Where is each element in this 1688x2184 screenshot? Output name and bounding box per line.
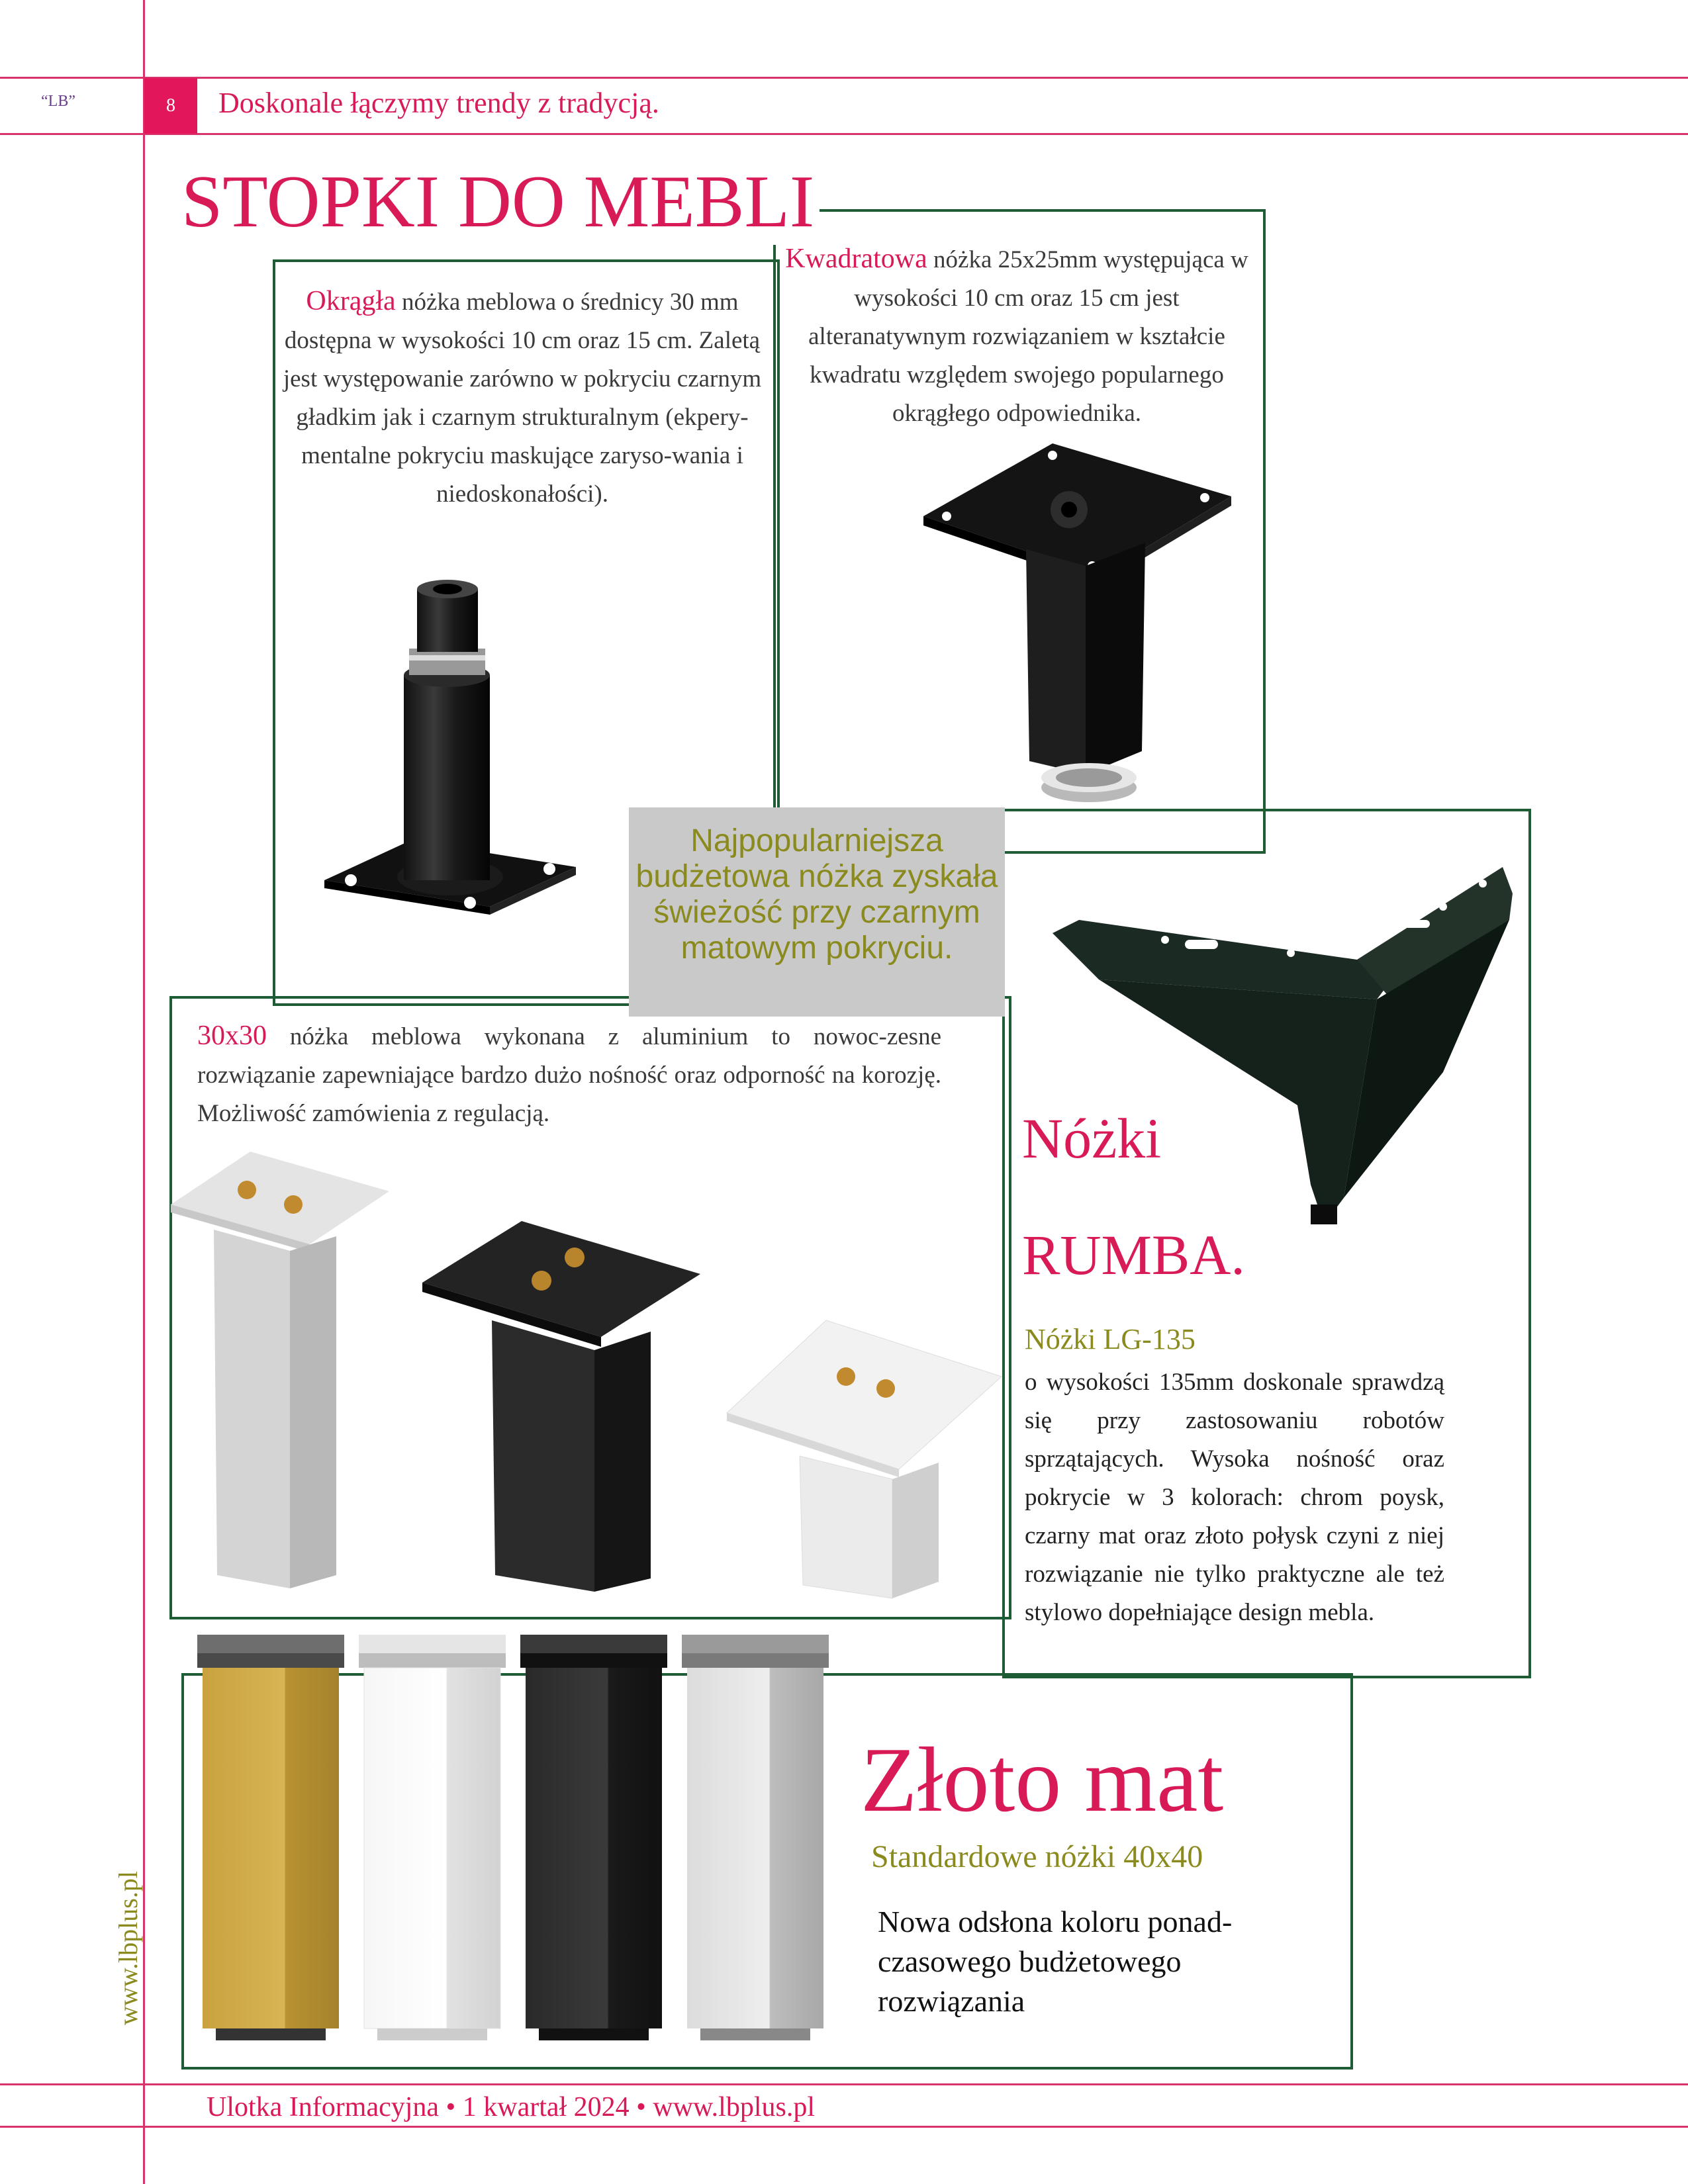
kwadratowa-highlight: Kwadratowa: [785, 244, 927, 274]
rumba-title-line1: Nóżki: [1022, 1107, 1162, 1170]
rumba-title-line2: RUMBA.: [1022, 1223, 1245, 1287]
legs-30x30-image: [171, 1152, 1005, 1615]
rumba-subtitle: Nóżki LG-135: [1025, 1323, 1196, 1355]
leg30-highlight: 30x30: [197, 1021, 267, 1051]
kwadratowa-text: nóżka 25x25mm występująca w wysokości 10 cm oraz 15 cm jest alteranatywnym rozwiązaniem w kształcie kwadratu względem swojego popularnego okrągłego odpowiednika.: [808, 246, 1248, 427]
zloto-description: Nowa odsłona koloru ponad-czasowego budżetowego rozwiązania: [878, 1905, 1233, 2018]
page-number: 8: [144, 78, 197, 134]
tagline: Doskonale łączymy trendy z tradycją.: [218, 87, 659, 119]
rumba-description: o wysokości 135mm doskonale sprawdzą się przy zastosowaniu robotów sprzątających. Wysoka nośność oraz pokrycie w 3 kolorach: chrom poysk, czarny mat oraz złoto połysk czyni z niej rozwiązanie nie tylko praktyczne ale też stylowo dopełniające design mebla.: [1025, 1369, 1444, 1626]
side-url: www.lbplus.pl: [113, 1871, 143, 2025]
okragla-highlight: Okrągła: [306, 286, 396, 316]
square-leg-image: [920, 443, 1238, 841]
legs-40x40-image: [196, 1635, 845, 2045]
kwadratowa-description: [781, 240, 1252, 433]
callout-box: Najpopularniejsza budżetowa nóżka zyskała świeżość przy czarnym matowym pokryciu.: [629, 807, 1005, 1017]
footer-top-rule: [0, 2083, 1688, 2085]
page-title: STOPKI DO MEBLI: [181, 159, 820, 245]
margin-rule: [143, 0, 145, 2184]
round-leg-image: [311, 576, 589, 973]
header-top-rule: [0, 77, 1688, 79]
footer-text: Ulotka Informacyjna • 1 kwartał 2024 • www.lbplus.pl: [207, 2092, 815, 2122]
okragla-description: [281, 282, 764, 514]
zloto-title: Złoto mat: [861, 1729, 1224, 1831]
leg30-description: [197, 1017, 941, 1133]
footer-bottom-rule: [0, 2126, 1688, 2128]
okragla-text: nóżka meblowa o średnicy 30 mm dostępna w wysokości 10 cm oraz 15 cm. Zaletą jest występowanie zarówno w pokryciu czarnym gładkim jak i czarnym strukturalnym (ekpery-mentalne pokryciu maskujące zaryso-wania i niedoskonałości).: [283, 289, 762, 508]
zloto-subtitle: Standardowe nóżki 40x40: [871, 1839, 1203, 1874]
rumba-leg-image: [1046, 854, 1523, 1238]
header-bottom-rule: [0, 133, 1688, 135]
leg30-text: nóżka meblowa wykonana z aluminium to nowoc-zesne rozwiązanie zapewniające bardzo dużo nośność oraz odporność na korozję. Możliwość zamówienia z regulacją.: [197, 1023, 941, 1127]
brand-mark: “LB”: [41, 93, 75, 110]
